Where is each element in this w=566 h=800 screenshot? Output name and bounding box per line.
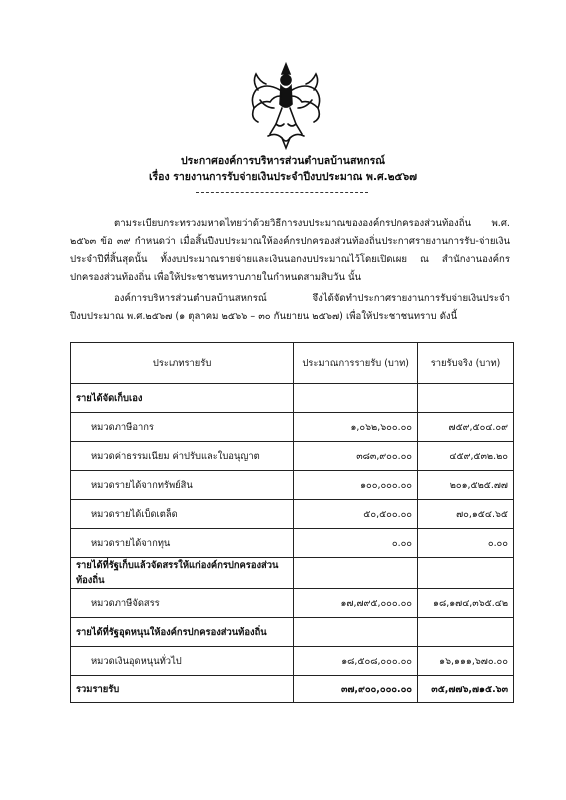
table-row bbox=[71, 413, 514, 442]
revenue-table bbox=[70, 342, 514, 703]
announcement-subject: เรื่อง รายงานการรับจ่ายเงินประจำปีงบประมาณ พ.ศ.๒๕๖๗ bbox=[148, 171, 418, 183]
section-row bbox=[71, 618, 514, 647]
table-row bbox=[71, 529, 514, 558]
row-estimate: ๑๘,๕๐๘,๐๐๐.๐๐ bbox=[294, 647, 418, 676]
row-label: หมวดรายได้เบ็ดเตล็ด bbox=[71, 500, 294, 529]
table-row bbox=[71, 442, 514, 471]
row-estimate: ๑๐๐,๐๐๐.๐๐ bbox=[294, 471, 418, 500]
row-actual: ๐.๐๐ bbox=[418, 529, 514, 558]
header-actual: รายรับจริง (บาท) bbox=[418, 343, 514, 384]
header-revenue-type: ประเภทรายรับ bbox=[71, 343, 294, 384]
announcement-title: ประกาศองค์การบริหารส่วนตำบลบ้านสหกรณ์ bbox=[180, 155, 386, 167]
row-estimate: ๑๗,๗๙๕,๐๐๐.๐๐ bbox=[294, 589, 418, 618]
row-label: หมวดภาษีอากร bbox=[71, 413, 294, 442]
divider bbox=[196, 192, 368, 193]
row-estimate: ๕๐,๕๐๐.๐๐ bbox=[294, 500, 418, 529]
row-actual: ๑๖,๑๑๑,๖๗๐.๐๐ bbox=[418, 647, 514, 676]
row-estimate: ๑,๐๖๒,๖๐๐.๐๐ bbox=[294, 413, 418, 442]
total-estimate: ๓๗,๙๐๐,๐๐๐.๐๐ bbox=[294, 676, 418, 703]
row-actual: ๑๘,๑๗๔,๓๖๕.๔๒ bbox=[418, 589, 514, 618]
table-row bbox=[71, 500, 514, 529]
row-label: หมวดรายได้จากทรัพย์สิน bbox=[71, 471, 294, 500]
garuda-emblem bbox=[246, 60, 326, 150]
row-actual: ๔๕๙,๕๓๒.๒๐ bbox=[418, 442, 514, 471]
row-actual: ๗๐,๑๕๔.๖๕ bbox=[418, 500, 514, 529]
section-label: รายได้จัดเก็บเอง bbox=[71, 384, 294, 413]
row-label: หมวดภาษีจัดสรร bbox=[71, 589, 294, 618]
table-header-row bbox=[71, 343, 514, 384]
total-label: รวมรายรับ bbox=[71, 676, 294, 703]
total-actual: ๓๕,๗๗๖,๗๑๕.๖๓ bbox=[418, 676, 514, 703]
section-label: รายได้ที่รัฐอุดหนุนให้องค์กรปกครองส่วนท้องถิ่น bbox=[71, 618, 294, 647]
table-row bbox=[71, 589, 514, 618]
row-actual: ๒๐๑,๕๒๕.๗๗ bbox=[418, 471, 514, 500]
paragraph-report-statement: องค์การบริหารส่วนตำบลบ้านสหกรณ์ จึงได้จัดทำประกาศรายงานการรับจ่ายเงินประจำปีงบประมาณ พ.ศ.๒๕๖๗ (๑ ตุลาคม ๒๕๖๖ – ๓๐ กันยายน ๒๕๖๗) เพื่อให้ประชาชนทราบ ดังนี้ bbox=[70, 293, 510, 322]
paragraph-regulation: ตามระเบียบกระทรวงมหาดไทยว่าด้วยวิธีการงบประมาณขององค์กรปกครองส่วนท้องถิ่น พ.ศ. ๒๕๖๓ ข้อ ๓๙ กำหนดว่า เมื่อสิ้นปีงบประมาณให้องค์กรปกครองส่วนท้องถิ่นประกาศรายงานการรับ-จ่ายเงินประจำปีที่สิ้นสุดนั้น ทั้งงบประมาณรายจ่ายและเงินนอกงบประมาณไว้โดยเปิดเผย ณ สำนักงานองค์กรปกครองส่วนท้องถิ่น เพื่อให้ประชาชนทราบภายในกำหนดสามสิบวัน นั้น bbox=[70, 218, 510, 283]
section-row bbox=[71, 558, 514, 589]
row-label: หมวดรายได้จากทุน bbox=[71, 529, 294, 558]
table-row bbox=[71, 647, 514, 676]
row-label: หมวดเงินอุดหนุนทั่วไป bbox=[71, 647, 294, 676]
row-label: หมวดค่าธรรมเนียม ค่าปรับและใบอนุญาต bbox=[71, 442, 294, 471]
row-estimate: ๓๘๓,๙๐๐.๐๐ bbox=[294, 442, 418, 471]
section-row bbox=[71, 384, 514, 413]
row-estimate: ๐.๐๐ bbox=[294, 529, 418, 558]
total-row bbox=[71, 676, 514, 703]
table-row bbox=[71, 471, 514, 500]
row-actual: ๗๕๙,๕๐๔.๐๙ bbox=[418, 413, 514, 442]
section-label: รายได้ที่รัฐเก็บแล้วจัดสรรให้แก่องค์กรปกครองส่วนท้องถิ่น bbox=[71, 558, 294, 589]
header-estimate: ประมาณการรายรับ (บาท) bbox=[294, 343, 418, 384]
